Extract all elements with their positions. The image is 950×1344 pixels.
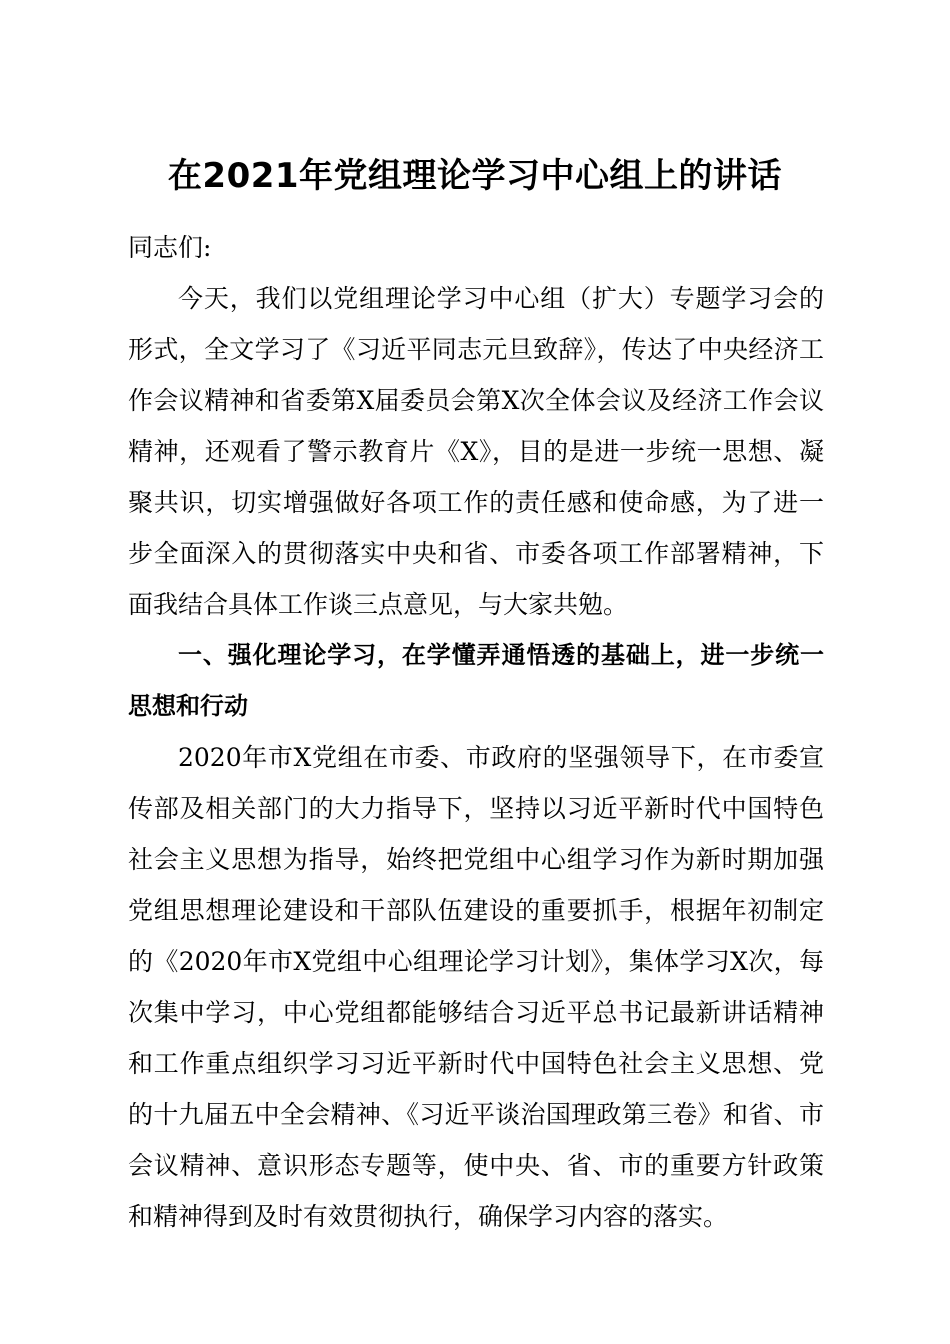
document-title: 在2021年党组理论学习中心组上的讲话	[167, 156, 783, 196]
intro-paragraph: 今天，我们以党组理论学习中心组（扩大）专题学习会的形式，全文学习了《习近平同志元旦致辞》，传达了中央经济工作会议精神和省委第X届委员会第X次全体会议及经济工作会议精神，还观看了警示教育片《X》，目的是进一步统一思想、凝聚共识，切实增强做好各项工作的责任感和使命感，为了进一步全面深入的贯彻落实中央和省、市委各项工作部署精神，下面我结合具体工作谈三点意见，与大家共勉。	[128, 284, 824, 619]
document-body	[128, 222, 824, 1242]
salutation: 同志们:	[128, 233, 212, 262]
section-paragraph: 2020年市X党组在市委、市政府的坚强领导下，在市委宣传部及相关部门的大力指导下，坚持以习近平新时代中国特色社会主义思想为指导，始终把党组中心组学习作为新时期加强党组思想理论建设和干部队伍建设的重要抓手，根据年初制定的《2020年市X党组中心组理论学习计划》，集体学习X次，每次集中学习，中心党组都能够结合习近平总书记最新讲话精神和工作重点组织学习习近平新时代中国特色社会主义思想、党的十九届五中全会精神、《习近平谈治国理政第三卷》和省、市会议精神、意识形态专题等，使中央、省、市的重要方针政策和精神得到及时有效贯彻执行，确保学习内容的落实。	[128, 743, 824, 1231]
section-heading: 一、强化理论学习，在学懂弄通悟透的基础上，进一步统一思想和行动	[128, 641, 824, 720]
